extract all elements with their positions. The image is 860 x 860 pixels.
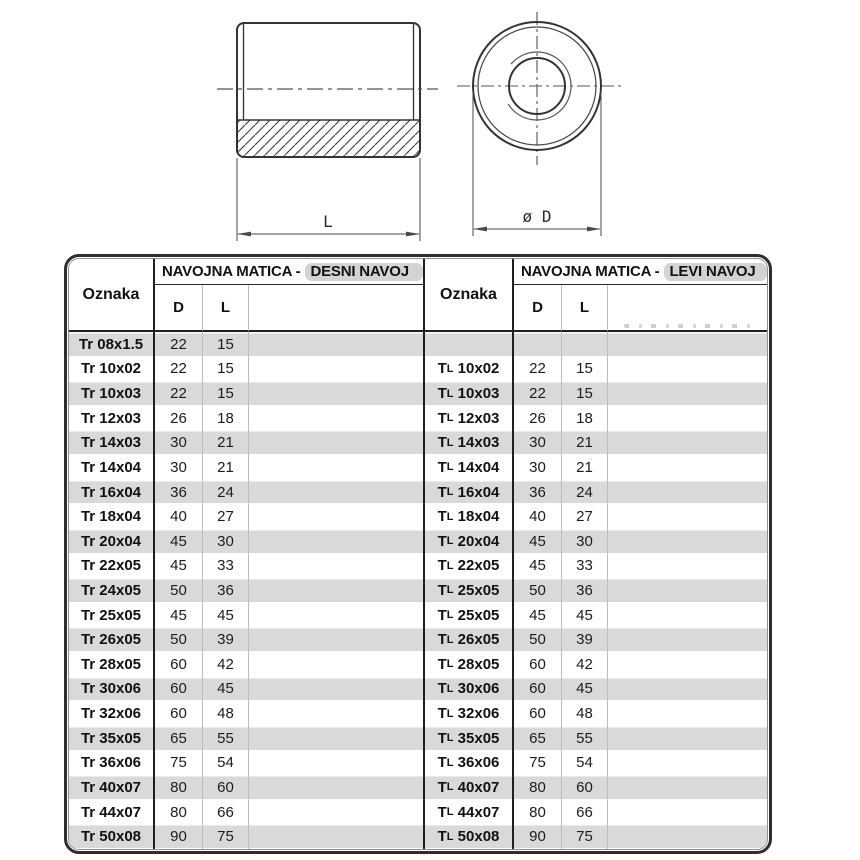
right-d-cell: 30 [514, 455, 562, 480]
left-l-cell: 21 [203, 455, 249, 480]
right-empty-cell [608, 775, 767, 800]
left-d-cell: 22 [155, 332, 203, 357]
left-l-cell: 33 [203, 554, 249, 579]
right-oznaka-cell: T L 14x03 [425, 430, 514, 455]
left-l-cell: 55 [203, 726, 249, 751]
left-l-cell: 36 [203, 578, 249, 603]
left-empty-cell [249, 554, 425, 579]
right-l-cell: 48 [562, 701, 608, 726]
left-d-cell: 65 [155, 726, 203, 751]
left-empty-cell [249, 504, 425, 529]
right-empty-cell [608, 701, 767, 726]
right-oznaka-header: Oznaka [425, 259, 514, 332]
erased-text-artifact [624, 324, 755, 328]
right-l-cell: 36 [562, 578, 608, 603]
right-l-cell: 45 [562, 603, 608, 628]
right-empty-cell [608, 824, 767, 849]
left-oznaka-cell: Tr 10x02 [69, 357, 155, 382]
right-oznaka-cell: T L 22x05 [425, 554, 514, 579]
right-l-cell: 30 [562, 529, 608, 554]
right-l-cell [562, 332, 608, 357]
right-l-cell: 66 [562, 800, 608, 825]
left-empty-cell [249, 652, 425, 677]
left-d-cell: 80 [155, 800, 203, 825]
left-empty-cell [249, 529, 425, 554]
smallcap-l: L [446, 584, 454, 597]
right-l-cell: 18 [562, 406, 608, 431]
right-d-cell [514, 332, 562, 357]
right-empty-cell [608, 578, 767, 603]
right-l-header: L [562, 285, 608, 332]
right-oznaka-cell: T L 10x03 [425, 381, 514, 406]
right-oznaka-cell: T L 16x04 [425, 480, 514, 505]
right-oznaka-cell: T L 35x05 [425, 726, 514, 751]
left-d-cell: 50 [155, 578, 203, 603]
left-l-cell: 27 [203, 504, 249, 529]
right-l-cell: 42 [562, 652, 608, 677]
smallcap-l: L [446, 806, 454, 819]
right-l-cell: 55 [562, 726, 608, 751]
hatch-band [237, 120, 420, 157]
left-oznaka-cell: Tr 40x07 [69, 775, 155, 800]
left-l-cell: 15 [203, 357, 249, 382]
smallcap-l: L [446, 387, 454, 400]
right-d-cell: 45 [514, 554, 562, 579]
right-l-cell: 54 [562, 751, 608, 776]
left-d-cell: 50 [155, 627, 203, 652]
right-d-cell: 60 [514, 677, 562, 702]
right-oznaka-cell: T L 32x06 [425, 701, 514, 726]
smallcap-l: L [446, 781, 454, 794]
left-oznaka-cell: Tr 32x06 [69, 701, 155, 726]
left-empty-cell [249, 578, 425, 603]
smallcap-l: L [446, 633, 454, 646]
left-l-cell: 21 [203, 430, 249, 455]
smallcap-l: L [446, 510, 454, 523]
left-d-cell: 36 [155, 480, 203, 505]
right-empty-cell [608, 357, 767, 382]
left-l-cell: 18 [203, 406, 249, 431]
right-l-cell: 21 [562, 430, 608, 455]
right-d-cell: 40 [514, 504, 562, 529]
right-oznaka-cell: T L 25x05 [425, 603, 514, 628]
right-l-cell: 45 [562, 677, 608, 702]
dim-arrow-left [237, 232, 251, 237]
left-empty-cell [249, 480, 425, 505]
left-empty-cell [249, 332, 425, 357]
smallcap-l: L [446, 732, 454, 745]
right-l-cell: 75 [562, 824, 608, 849]
right-empty-cell [608, 603, 767, 628]
left-l-cell: 15 [203, 381, 249, 406]
right-oznaka-cell: T L 30x06 [425, 677, 514, 702]
smallcap-l: L [446, 707, 454, 720]
left-oznaka-cell: Tr 26x05 [69, 627, 155, 652]
right-d-cell: 50 [514, 578, 562, 603]
dimension-label-d: ø D [522, 207, 552, 226]
dim-arrow-right [587, 227, 601, 232]
left-oznaka-cell: Tr 16x04 [69, 480, 155, 505]
left-d-cell: 60 [155, 652, 203, 677]
right-d-cell: 50 [514, 627, 562, 652]
side-view-drawing [205, 5, 450, 250]
left-l-cell: 45 [203, 677, 249, 702]
spec-table [64, 254, 772, 854]
left-d-cell: 45 [155, 603, 203, 628]
left-empty-cell [249, 357, 425, 382]
left-oznaka-cell: Tr 36x06 [69, 751, 155, 776]
left-empty-cell [249, 677, 425, 702]
left-oznaka-header: Oznaka [69, 259, 155, 332]
right-oznaka-cell: T L 12x03 [425, 406, 514, 431]
right-d-cell: 80 [514, 775, 562, 800]
left-d-cell: 60 [155, 677, 203, 702]
smallcap-l: L [446, 436, 454, 449]
left-empty-cell [249, 406, 425, 431]
left-d-cell: 75 [155, 751, 203, 776]
left-oznaka-cell: Tr 20x04 [69, 529, 155, 554]
right-empty-cell [608, 800, 767, 825]
right-oznaka-cell: T L 40x07 [425, 775, 514, 800]
left-title-prefix: NAVOJNA MATICA - [162, 263, 301, 280]
left-empty-cell [249, 726, 425, 751]
left-l-cell: 39 [203, 627, 249, 652]
right-title-highlight-levi-navoj: LEVI NAVOJ [664, 263, 767, 281]
left-empty-cell [249, 824, 425, 849]
left-d-cell: 45 [155, 554, 203, 579]
right-empty-cell [608, 627, 767, 652]
left-empty-cell [249, 751, 425, 776]
right-empty-cell [608, 652, 767, 677]
right-l-cell: 15 [562, 381, 608, 406]
right-d-cell: 80 [514, 800, 562, 825]
right-table-title [514, 259, 767, 285]
right-empty-cell [608, 381, 767, 406]
right-oznaka-cell: T L 28x05 [425, 652, 514, 677]
table-grid [69, 259, 767, 849]
left-empty-cell [249, 800, 425, 825]
right-empty-cell [608, 677, 767, 702]
right-l-cell: 27 [562, 504, 608, 529]
left-oznaka-cell: Tr 08x1.5 [69, 332, 155, 357]
left-empty-cell [249, 455, 425, 480]
left-l-cell: 42 [203, 652, 249, 677]
left-oznaka-cell: Tr 24x05 [69, 578, 155, 603]
left-title-highlight-desni-navoj: DESNI NAVOJ [305, 263, 423, 281]
left-empty-cell [249, 430, 425, 455]
right-d-cell: 75 [514, 751, 562, 776]
left-d-cell: 40 [155, 504, 203, 529]
left-d-cell: 90 [155, 824, 203, 849]
right-oznaka-cell: T L 50x08 [425, 824, 514, 849]
spec-table-inner [68, 258, 768, 850]
smallcap-l: L [446, 535, 454, 548]
right-empty-cell [608, 430, 767, 455]
right-oznaka-cell: T L 44x07 [425, 800, 514, 825]
left-oznaka-cell: Tr 30x06 [69, 677, 155, 702]
left-oznaka-cell: Tr 14x04 [69, 455, 155, 480]
left-l-cell: 30 [203, 529, 249, 554]
left-l-cell: 60 [203, 775, 249, 800]
smallcap-l: L [446, 609, 454, 622]
left-d-cell: 45 [155, 529, 203, 554]
left-d-cell: 30 [155, 455, 203, 480]
left-d-header: D [155, 285, 203, 332]
right-d-cell: 30 [514, 430, 562, 455]
left-l-cell: 15 [203, 332, 249, 357]
left-d-cell: 60 [155, 701, 203, 726]
right-d-header: D [514, 285, 562, 332]
left-oznaka-cell: Tr 28x05 [69, 652, 155, 677]
right-empty-cell [608, 455, 767, 480]
right-empty-cell [608, 529, 767, 554]
left-oznaka-cell: Tr 35x05 [69, 726, 155, 751]
left-empty-cell [249, 603, 425, 628]
right-d-cell: 22 [514, 381, 562, 406]
right-empty-cell [608, 480, 767, 505]
right-oznaka-cell: T L 10x02 [425, 357, 514, 382]
right-empty-cell [608, 751, 767, 776]
right-d-cell: 45 [514, 529, 562, 554]
right-title-prefix: NAVOJNA MATICA - [521, 263, 660, 280]
smallcap-l: L [446, 486, 454, 499]
right-d-cell: 22 [514, 357, 562, 382]
right-empty-cell [608, 504, 767, 529]
right-oznaka-cell: T L 36x06 [425, 751, 514, 776]
smallcap-l: L [446, 362, 454, 375]
right-l-cell: 24 [562, 480, 608, 505]
right-oznaka-cell [425, 332, 514, 357]
left-oznaka-cell: Tr 44x07 [69, 800, 155, 825]
right-d-cell: 60 [514, 652, 562, 677]
right-oznaka-cell: T L 25x05 [425, 578, 514, 603]
right-l-cell: 21 [562, 455, 608, 480]
left-d-cell: 26 [155, 406, 203, 431]
left-oznaka-cell: Tr 18x04 [69, 504, 155, 529]
left-d-cell: 22 [155, 357, 203, 382]
left-oznaka-cell: Tr 50x08 [69, 824, 155, 849]
right-oznaka-cell: T L 18x04 [425, 504, 514, 529]
left-d-cell: 30 [155, 430, 203, 455]
front-view-drawing [452, 0, 632, 245]
smallcap-l: L [446, 559, 454, 572]
right-oznaka-cell: T L 14x04 [425, 455, 514, 480]
right-d-cell: 45 [514, 603, 562, 628]
left-d-cell: 80 [155, 775, 203, 800]
smallcap-l: L [446, 756, 454, 769]
left-empty-cell [249, 381, 425, 406]
left-empty-cell [249, 627, 425, 652]
right-l-cell: 39 [562, 627, 608, 652]
left-oznaka-cell: Tr 25x05 [69, 603, 155, 628]
right-oznaka-cell: T L 26x05 [425, 627, 514, 652]
left-l-cell: 75 [203, 824, 249, 849]
smallcap-l: L [446, 412, 454, 425]
right-empty-cell [608, 332, 767, 357]
left-oznaka-cell: Tr 14x03 [69, 430, 155, 455]
dim-arrow-left [473, 227, 487, 232]
right-l-cell: 15 [562, 357, 608, 382]
left-d-cell: 22 [155, 381, 203, 406]
left-l-cell: 54 [203, 751, 249, 776]
smallcap-l: L [446, 658, 454, 671]
right-l-cell: 33 [562, 554, 608, 579]
smallcap-l: L [446, 830, 454, 843]
left-empty-cell [249, 775, 425, 800]
smallcap-l: L [446, 682, 454, 695]
left-empty-cell [249, 701, 425, 726]
left-oznaka-cell: Tr 10x03 [69, 381, 155, 406]
right-oznaka-cell: T L 20x04 [425, 529, 514, 554]
right-d-cell: 65 [514, 726, 562, 751]
left-l-cell: 66 [203, 800, 249, 825]
left-l-cell: 45 [203, 603, 249, 628]
right-d-cell: 90 [514, 824, 562, 849]
right-empty-cell [608, 406, 767, 431]
left-l-header: L [203, 285, 249, 332]
dim-arrow-right [406, 232, 420, 237]
right-d-cell: 60 [514, 701, 562, 726]
dimension-label-l: L [323, 212, 333, 231]
left-l-cell: 48 [203, 701, 249, 726]
right-header-empty-cell [608, 285, 767, 332]
right-empty-cell [608, 726, 767, 751]
right-empty-cell [608, 554, 767, 579]
left-oznaka-cell: Tr 12x03 [69, 406, 155, 431]
left-oznaka-cell: Tr 22x05 [69, 554, 155, 579]
smallcap-l: L [446, 461, 454, 474]
left-header-empty-cell [249, 285, 425, 332]
left-l-cell: 24 [203, 480, 249, 505]
right-l-cell: 60 [562, 775, 608, 800]
left-table-title [155, 259, 425, 285]
right-d-cell: 26 [514, 406, 562, 431]
right-d-cell: 36 [514, 480, 562, 505]
